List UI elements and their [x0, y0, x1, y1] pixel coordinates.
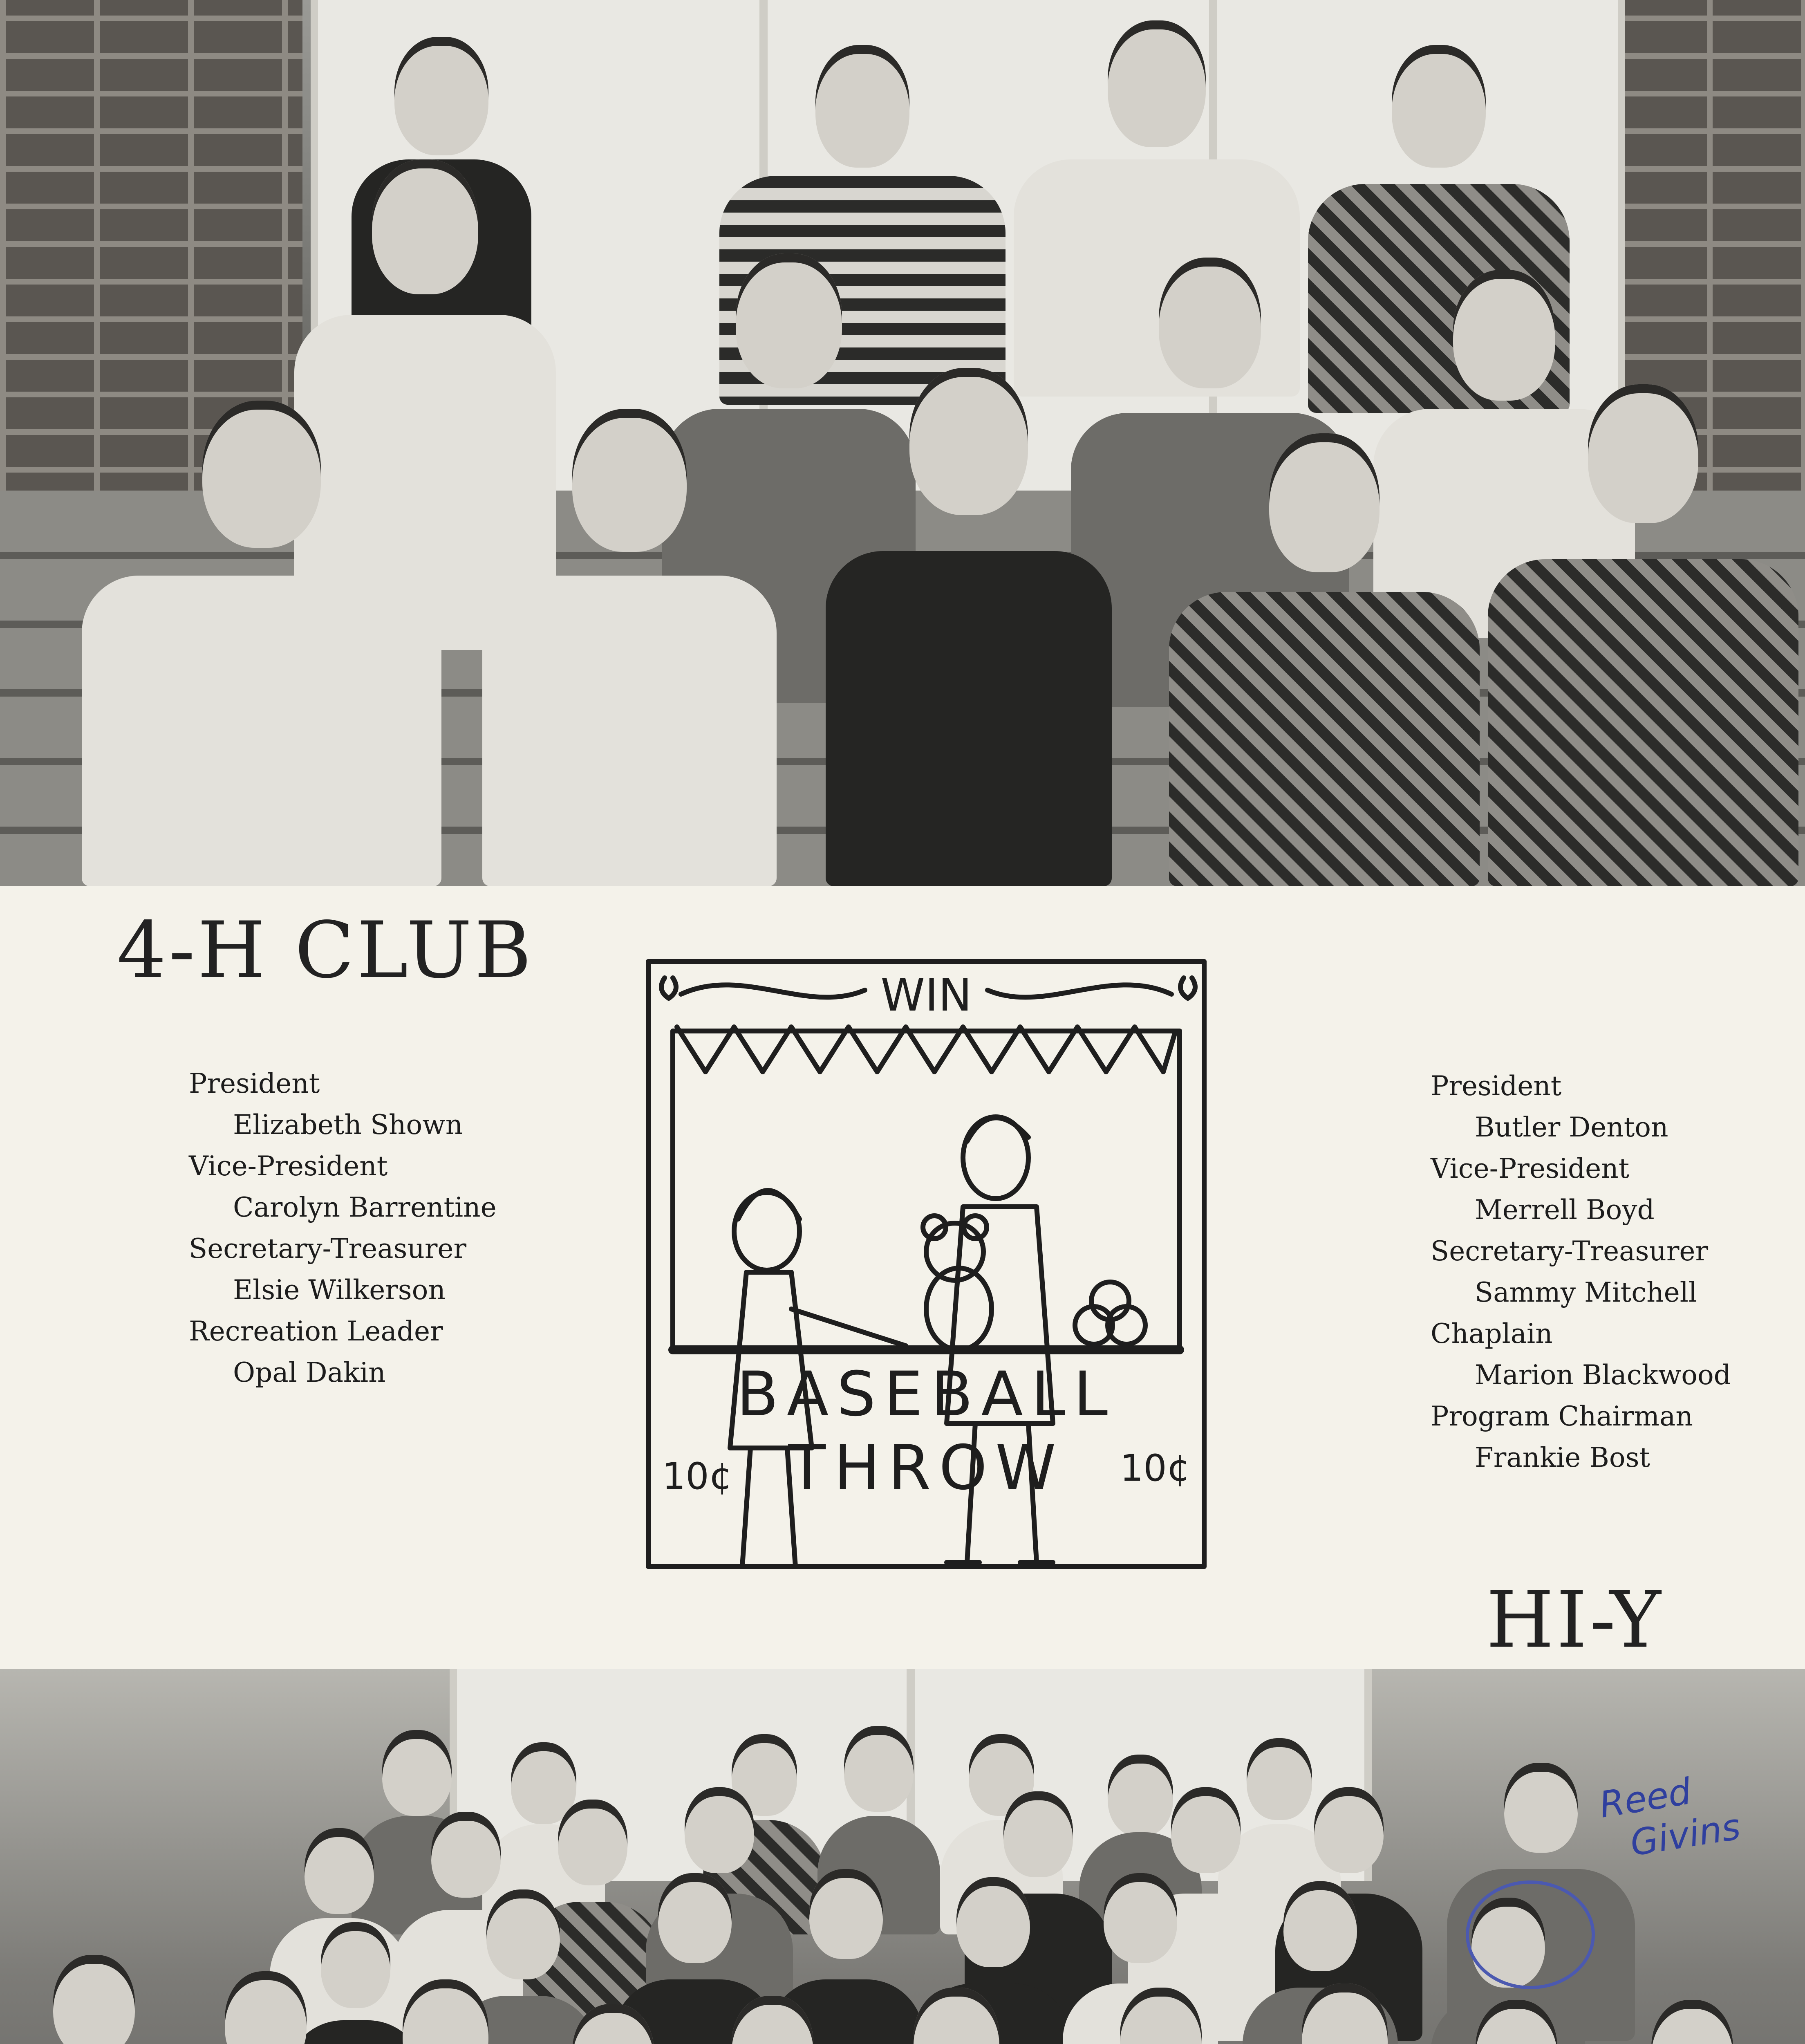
- price-left: 10¢: [662, 1455, 732, 1498]
- club-member: [531, 2004, 695, 2044]
- club-member: [352, 1979, 540, 2044]
- handwritten-line1: Reed: [1596, 1770, 1694, 1826]
- officer-role: Chaplain: [1431, 1318, 1553, 1349]
- club-member: [858, 1988, 1055, 2044]
- officer-name: Frankie Bost: [1475, 1442, 1650, 1473]
- officers-list-4h: [189, 1063, 497, 1393]
- officer-role: President: [189, 1068, 320, 1099]
- club-member: [482, 409, 777, 886]
- booth-sign-line1: BASEBALL: [736, 1359, 1116, 1430]
- officer-role: Program Chairman: [1431, 1401, 1693, 1432]
- officer-role: Vice-President: [189, 1150, 388, 1182]
- officer-role: Secretary-Treasurer: [189, 1233, 467, 1264]
- officer-role: Vice-President: [1431, 1153, 1630, 1184]
- club-member: [826, 368, 1112, 886]
- club-member: [82, 401, 441, 886]
- banner-text: WIN: [880, 969, 972, 1021]
- club-member: [687, 1996, 858, 2044]
- club-member: [8, 1955, 180, 2044]
- heart-right-icon: [1180, 978, 1195, 998]
- club-member: [1594, 2000, 1790, 2044]
- banner-scroll-right: [988, 985, 1171, 997]
- officer-name: Marion Blackwood: [1475, 1359, 1731, 1391]
- club-member: [1251, 1983, 1439, 2044]
- booth-sign-line2: THROW: [788, 1432, 1064, 1504]
- club-member: [1169, 433, 1480, 886]
- club-member: [1071, 1988, 1251, 2044]
- club-title-4h: 4-H CLUB: [117, 905, 534, 995]
- club-member: [1431, 2000, 1602, 2044]
- officer-name: Carolyn Barrentine: [233, 1192, 497, 1223]
- price-right: 10¢: [1120, 1447, 1190, 1490]
- officers-list-hi-y: [1431, 1065, 1731, 1478]
- club-member: [180, 1971, 352, 2044]
- officer-role: Secretary-Treasurer: [1431, 1235, 1709, 1267]
- officer-name: Butler Denton: [1475, 1112, 1668, 1143]
- officer-name: Elsie Wilkerson: [233, 1274, 446, 1306]
- booth-cartoon-illustration: [636, 949, 1216, 1613]
- officer-name: Elizabeth Shown: [233, 1109, 463, 1141]
- officer-role: President: [1431, 1070, 1562, 1102]
- officer-role: Recreation Leader: [189, 1316, 443, 1347]
- handwritten-line2: Givins: [1627, 1805, 1743, 1865]
- club-title-hi-y: HI-Y: [1486, 1575, 1664, 1665]
- officer-name: Opal Dakin: [233, 1357, 386, 1388]
- officer-name: Sammy Mitchell: [1475, 1277, 1697, 1308]
- pennant-flags: [677, 1027, 1176, 1072]
- club-member: [1488, 384, 1798, 886]
- group-photo-4h-club: [0, 0, 1805, 886]
- heart-left-icon: [661, 978, 676, 998]
- banner-scroll-left: [681, 985, 865, 997]
- pen-circle-mark: [1466, 1880, 1595, 1989]
- officer-name: Merrell Boyd: [1475, 1194, 1655, 1226]
